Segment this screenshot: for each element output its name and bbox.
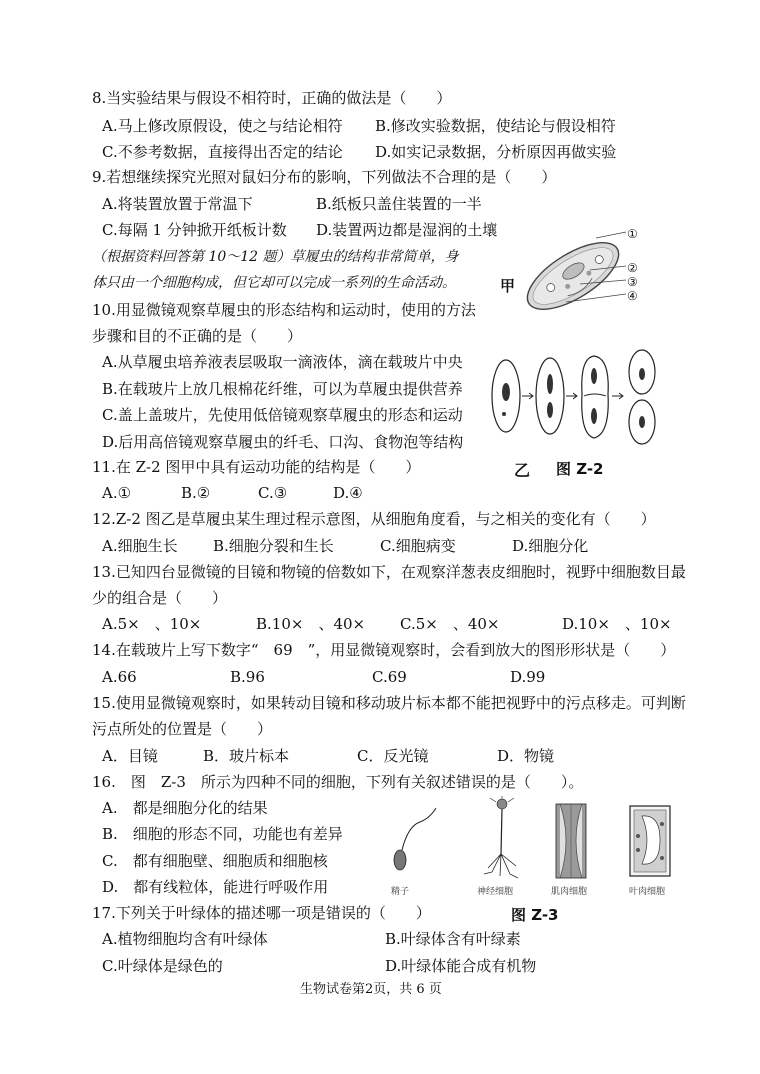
cell-label-mesophyll: 叶肉细胞 <box>629 887 666 897</box>
q15-option-a: A．目镜 <box>102 747 158 765</box>
mesophyll-cell-drawing <box>630 806 670 876</box>
figure-yi-label: 乙 <box>514 461 531 480</box>
q11-option-d: D.④ <box>333 484 363 502</box>
q12-option-d: D.细胞分化 <box>512 537 589 555</box>
q10-stem-line-1: 10.用显微镜观察草履虫的形态结构和运动时，使用的方法 <box>92 301 476 319</box>
q10-option-b: B.在载玻片上放几根棉花纤维，可以为草履虫提供营养 <box>102 380 463 398</box>
q14-option-b: B.96 <box>230 668 265 686</box>
q8-option-b: B.修改实验数据，使结论与假设相符 <box>375 117 616 135</box>
q11-option-c: C.③ <box>258 484 288 502</box>
q16-option-b: B. 细胞的形态不同，功能也有差异 <box>102 825 343 843</box>
q11-stem: 11.在 Z-2 图甲中具有运动功能的结构是（ ） <box>92 458 421 476</box>
material-line-2: 体只由一个细胞构成，但它却可以完成一系列的生命活动。 <box>92 275 456 291</box>
q8-option-a: A.马上修改原假设，使之与结论相符 <box>102 117 343 135</box>
q16-option-d: D. 都有线粒体，能进行呼吸作用 <box>102 878 329 896</box>
q15-stem-line-1: 15.使用显微镜观察时，如果转动目镜和移动玻片标本都不能把视野中的污点移走。可判断 <box>92 694 686 712</box>
q13-option-c: C.5× 、40× <box>400 615 500 633</box>
page-footer: 生物试卷第2页，共 6 页 <box>300 982 442 997</box>
q13-option-b: B.10× 、40× <box>256 615 366 633</box>
cell-label-sperm: 精子 <box>391 887 410 897</box>
q13-stem-line-2: 少的组合是（ ） <box>92 589 228 607</box>
q12-stem: 12.Z-2 图乙是草履虫某生理过程示意图，从细胞角度看，与之相关的变化有（ ） <box>92 510 656 528</box>
q14-option-c: C.69 <box>372 668 407 686</box>
q17-option-c: C.叶绿体是绿色的 <box>102 957 223 975</box>
cell-label-muscle: 肌肉细胞 <box>551 887 588 897</box>
q15-option-b: B．玻片标本 <box>203 747 290 765</box>
q13-option-d: D.10× 、10× <box>562 615 672 633</box>
four-cells-diagram <box>384 796 684 882</box>
q17-option-b: B.叶绿体含有叶绿素 <box>385 930 521 948</box>
q11-option-a: A.① <box>102 484 132 502</box>
q8-option-c: C.不参考数据，直接得出否定的结论 <box>102 143 343 161</box>
q10-option-c: C.盖上盖玻片，先使用低倍镜观察草履虫的形态和运动 <box>102 406 463 424</box>
q17-option-a: A.植物细胞均含有叶绿体 <box>102 930 268 948</box>
q14-option-a: A.66 <box>102 668 137 686</box>
q12-option-c: C.细胞病变 <box>380 537 456 555</box>
q14-option-d: D.99 <box>510 668 546 686</box>
paramecium-diagram <box>518 224 638 328</box>
q15-stem-line-2: 污点所处的位置是（ ） <box>92 720 273 738</box>
sperm-cell-drawing <box>394 808 436 870</box>
cell-label-neuron: 神经细胞 <box>477 887 514 897</box>
figure-jia-label: 甲 <box>500 277 516 295</box>
figure-z2-caption: 图 Z-2 <box>556 460 604 478</box>
q10-stem-line-2: 步骤和目的不正确的是（ ） <box>92 327 303 345</box>
q10-option-a: A.从草履虫培养液表层吸取一滴液体，滴在载玻片中央 <box>102 353 463 371</box>
neuron-cell-drawing <box>484 796 518 878</box>
q12-option-a: A.细胞生长 <box>102 537 178 555</box>
q15-option-d: D．物镜 <box>497 747 555 765</box>
q12-option-b: B.细胞分裂和生长 <box>213 537 334 555</box>
q13-stem-line-1: 13.已知四台显微镜的目镜和物镜的倍数如下，在观察洋葱表皮细胞时，视野中细胞数目最 <box>92 563 686 581</box>
paramecium-label-2: ② <box>627 261 638 275</box>
q17-stem: 17.下列关于叶绿体的描述哪一项是错误的（ ） <box>92 904 431 922</box>
q16-option-c: C. 都有细胞壁、细胞质和细胞核 <box>102 852 328 870</box>
q8-option-d: D.如实记录数据，分析原因再做实验 <box>375 143 617 161</box>
q11-option-b: B.② <box>181 484 211 502</box>
q17-option-d: D.叶绿体能合成有机物 <box>385 957 537 975</box>
muscle-cell-drawing <box>556 804 586 878</box>
paramecium-label-1: ① <box>627 227 638 241</box>
q15-option-c: C．反光镜 <box>357 747 429 765</box>
q8-stem: 8.当实验结果与假设不相符时，正确的做法是（ ） <box>92 89 452 107</box>
paramecium-label-3: ③ <box>627 275 638 289</box>
material-line-1: （根据资料回答第 10～12 题）草履虫的结构非常简单，身 <box>92 249 459 265</box>
q9-option-d: D.装置两边都是湿润的土壤 <box>316 221 498 239</box>
q9-option-a: A.将装置放置于常温下 <box>102 195 253 213</box>
q9-stem: 9.若想继续探究光照对鼠妇分布的影响，下列做法不合理的是（ ） <box>92 168 557 186</box>
q13-option-a: A.5× 、10× <box>102 615 202 633</box>
division-sequence-diagram <box>484 344 684 448</box>
paramecium-label-4: ④ <box>627 289 638 303</box>
figure-z3-caption: 图 Z-3 <box>511 906 559 924</box>
q9-option-c: C.每隔 1 分钟掀开纸板计数 <box>102 221 287 239</box>
q16-stem: 16. 图 Z-3 所示为四种不同的细胞，下列有关叙述错误的是（ ）。 <box>92 773 584 791</box>
q9-option-b: B.纸板只盖住装置的一半 <box>316 195 482 213</box>
q14-stem: 14.在载玻片上写下数字“ 69 ”，用显微镜观察时，会看到放大的图形形状是（ ） <box>92 641 676 659</box>
q10-option-d: D.后用高倍镜观察草履虫的纤毛、口沟、食物泡等结构 <box>102 433 464 451</box>
q16-option-a: A. 都是细胞分化的结果 <box>102 799 268 817</box>
